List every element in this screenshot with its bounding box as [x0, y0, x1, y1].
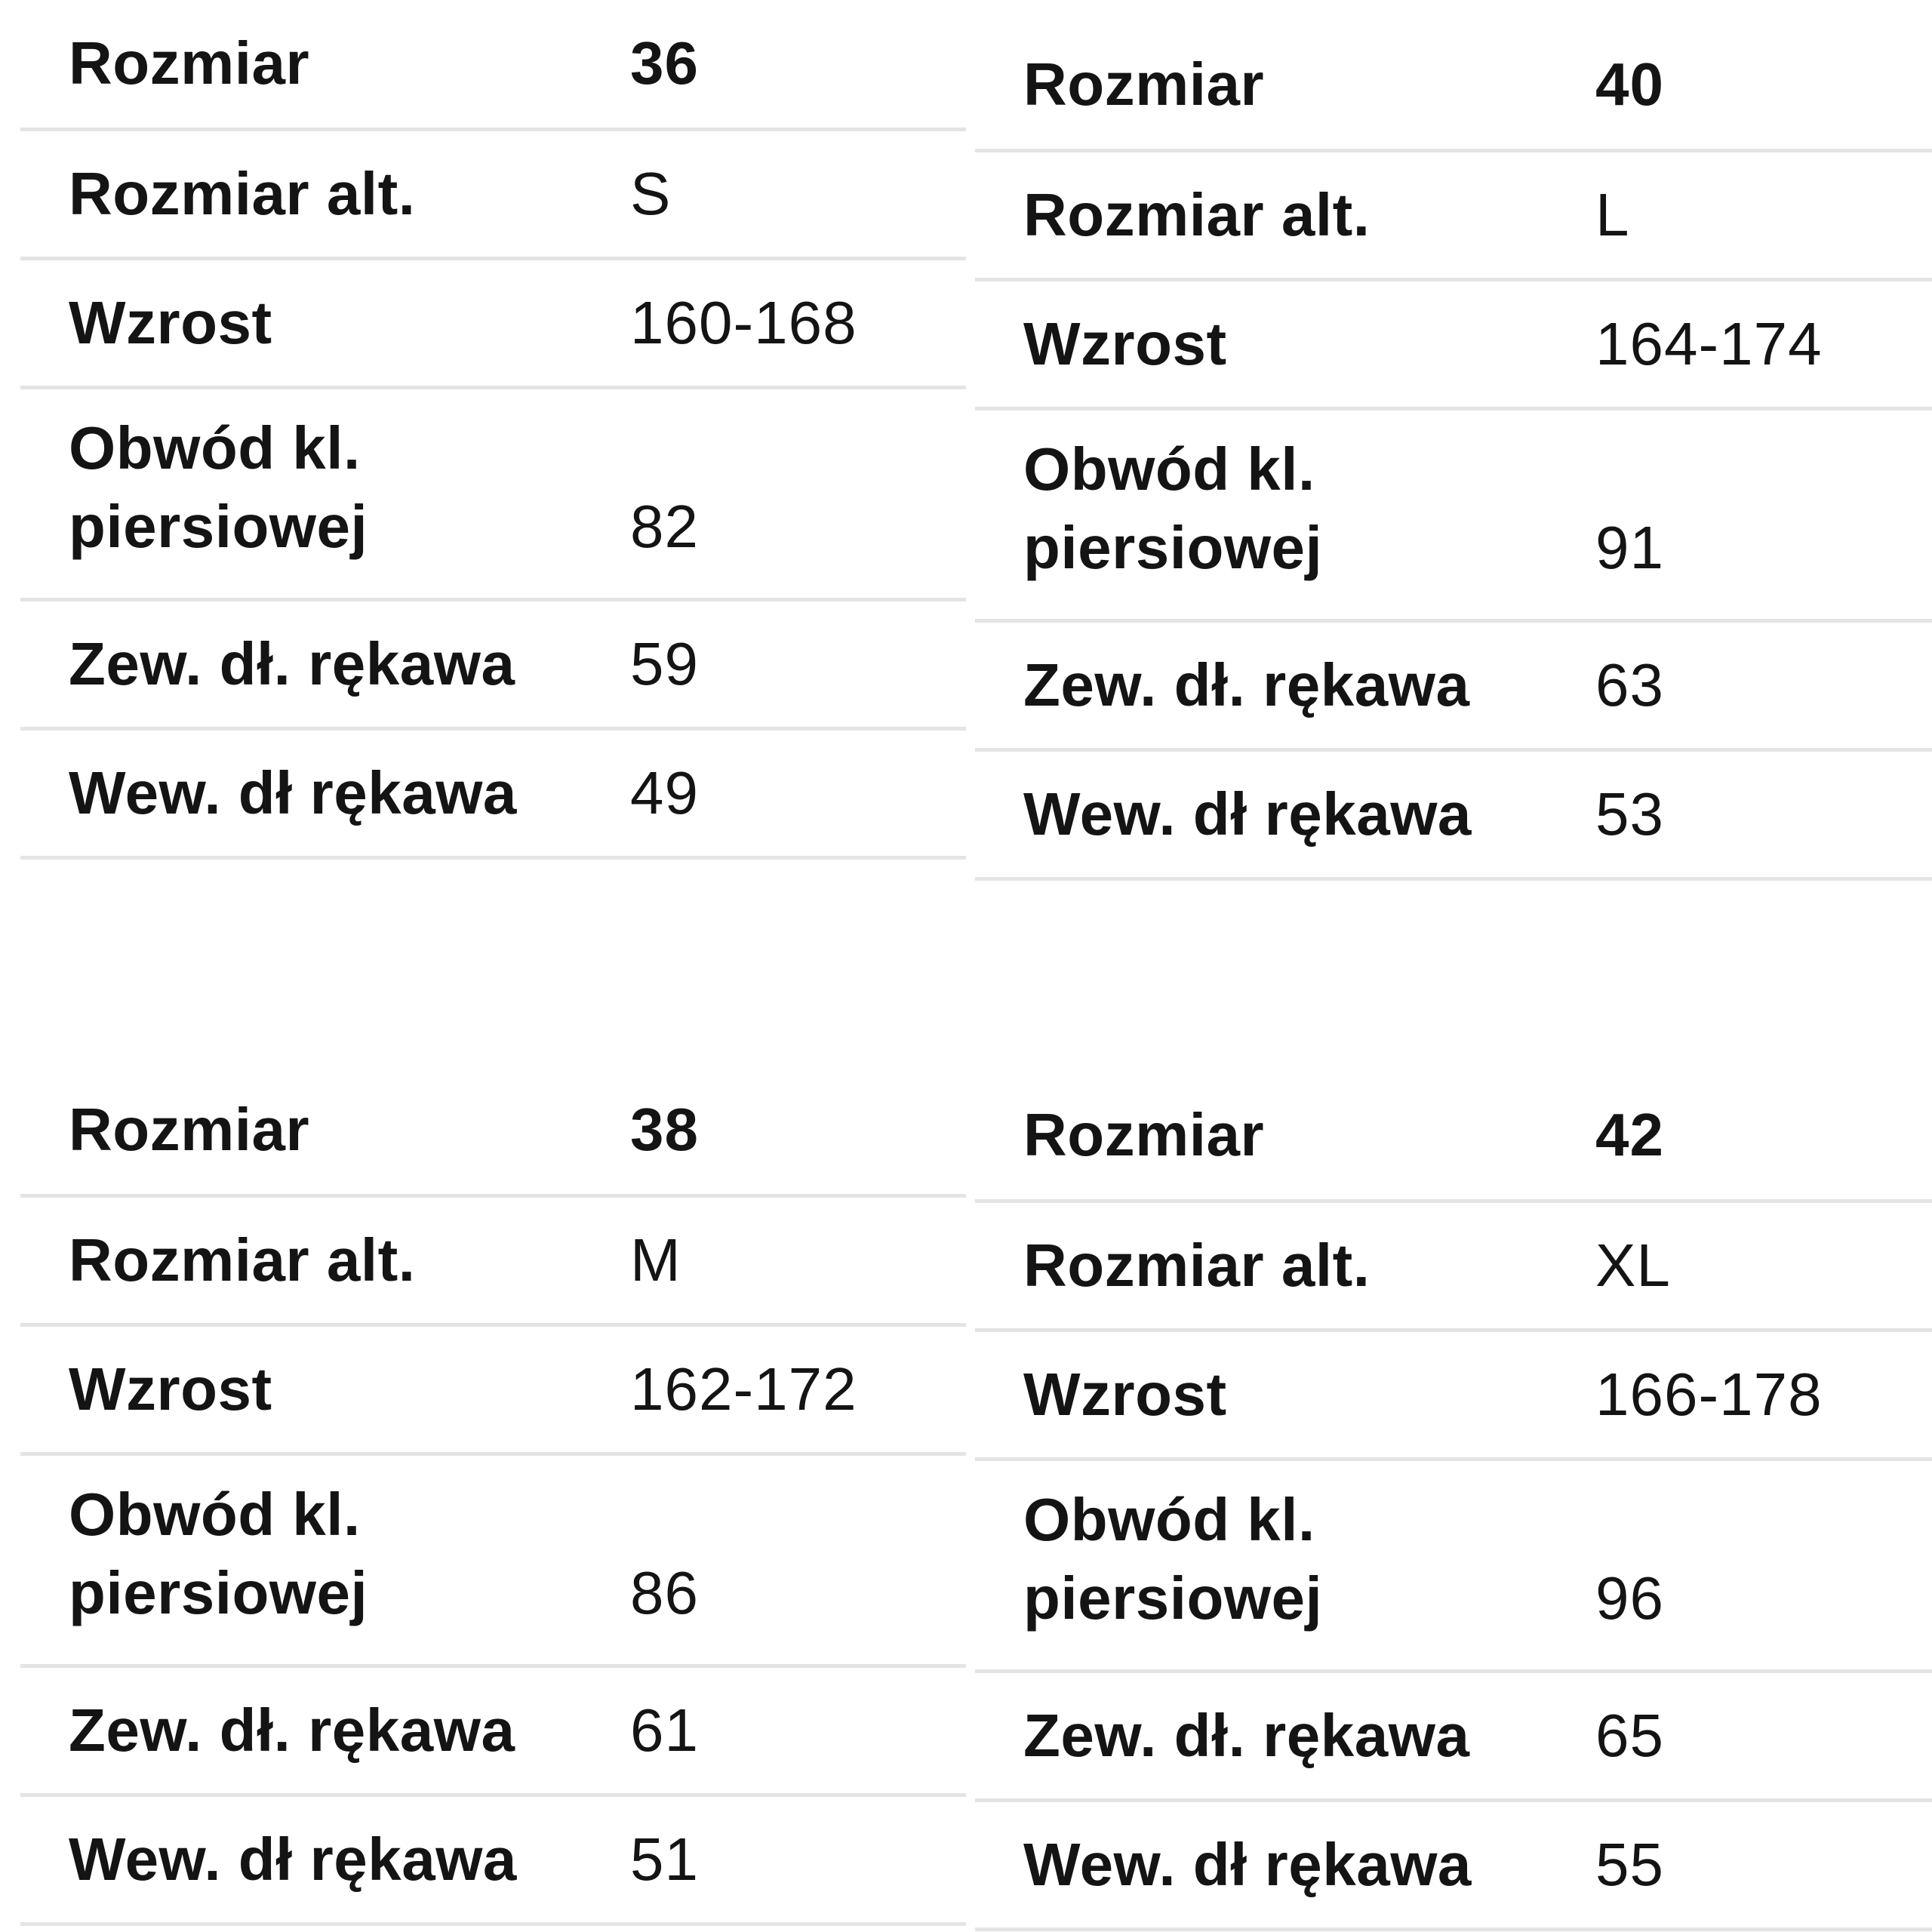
label-height: Wzrost: [975, 1330, 1595, 1459]
label-size: Rozmiar: [20, 1066, 630, 1195]
label-size: Rozmiar: [975, 21, 1595, 150]
table-row-height: [975, 279, 1932, 408]
label-chest: [975, 408, 1595, 620]
label-sleeve-inner: Wew. dł rękawa: [975, 749, 1595, 878]
label-chest: [975, 1459, 1595, 1671]
table-row-size: [20, 1066, 966, 1195]
value-sleeve-inner: 49: [630, 728, 966, 857]
value-size-alt: M: [630, 1195, 966, 1324]
value-size: 40: [1595, 21, 1932, 150]
value-height: 164-174: [1595, 279, 1932, 408]
size-table-38: [20, 1066, 966, 1926]
table-row-sleeve-outer: [20, 1666, 966, 1795]
label-chest-line2: piersiowej: [1023, 513, 1323, 581]
value-sleeve-outer: 59: [630, 599, 966, 728]
label-sleeve-inner: Wew. dł rękawa: [975, 1800, 1595, 1929]
table-row-chest: [975, 408, 1932, 620]
table-row-sleeve-outer: [975, 1671, 1932, 1800]
label-sleeve-outer: Zew. dł. rękawa: [20, 1666, 630, 1795]
value-sleeve-outer: 63: [1595, 620, 1932, 749]
value-sleeve-outer: 61: [630, 1666, 966, 1795]
table-row-chest: [20, 387, 966, 599]
value-sleeve-inner: 55: [1595, 1800, 1932, 1929]
label-sleeve-inner: Wew. dł rękawa: [20, 1795, 630, 1924]
table-row-chest: [975, 1459, 1932, 1671]
label-chest-line2: piersiowej: [69, 492, 368, 560]
table-row-size: [975, 1072, 1932, 1201]
table-row-height: [20, 258, 966, 387]
value-size-alt: S: [630, 129, 966, 258]
label-chest-line2: piersiowej: [69, 1558, 368, 1626]
size-table-36: [20, 0, 966, 860]
table-row-size: [975, 21, 1932, 150]
label-sleeve-inner: Wew. dł rękawa: [20, 728, 630, 857]
label-height: Wzrost: [20, 1324, 630, 1454]
value-sleeve-inner: 53: [1595, 749, 1932, 878]
size-table-42: [975, 1072, 1932, 1931]
value-height: 166-178: [1595, 1330, 1932, 1459]
table-row-height: [20, 1324, 966, 1454]
table-row-sleeve-inner: [975, 1800, 1932, 1929]
value-size: 36: [630, 0, 966, 129]
table-row-size-alt: [975, 1201, 1932, 1330]
label-chest-line1: Obwód kl.: [69, 1480, 361, 1548]
label-chest-line2: piersiowej: [1023, 1564, 1323, 1632]
label-height: Wzrost: [975, 279, 1595, 408]
label-size-alt: Rozmiar alt.: [20, 1195, 630, 1324]
label-size-alt: Rozmiar alt.: [975, 150, 1595, 279]
value-height: 162-172: [630, 1324, 966, 1454]
label-chest-line1: Obwód kl.: [1023, 435, 1315, 503]
value-chest: 91: [1595, 408, 1932, 620]
table-row-sleeve-inner: [975, 749, 1932, 878]
table-row-size-alt: [975, 150, 1932, 279]
label-sleeve-outer: Zew. dł. rękawa: [975, 1671, 1595, 1800]
value-sleeve-inner: 51: [630, 1795, 966, 1924]
label-chest-line1: Obwód kl.: [1023, 1485, 1315, 1553]
table-row-height: [975, 1330, 1932, 1459]
table-row-sleeve-inner: [20, 728, 966, 857]
label-sleeve-outer: Zew. dł. rękawa: [975, 620, 1595, 749]
value-sleeve-outer: 65: [1595, 1671, 1932, 1800]
table-row-size-alt: [20, 129, 966, 258]
label-height: Wzrost: [20, 258, 630, 387]
value-chest: 96: [1595, 1459, 1932, 1671]
size-table-40: [975, 21, 1932, 881]
table-row-size-alt: [20, 1195, 966, 1324]
table-row-sleeve-inner: [20, 1795, 966, 1924]
value-chest: 82: [630, 387, 966, 599]
value-chest: 86: [630, 1454, 966, 1666]
label-size-alt: Rozmiar alt.: [975, 1201, 1595, 1330]
value-size: 38: [630, 1066, 966, 1195]
value-size: 42: [1595, 1072, 1932, 1201]
label-size: Rozmiar: [975, 1072, 1595, 1201]
label-chest: [20, 1454, 630, 1666]
value-size-alt: XL: [1595, 1201, 1932, 1330]
label-size-alt: Rozmiar alt.: [20, 129, 630, 258]
label-size: Rozmiar: [20, 0, 630, 129]
table-row-sleeve-outer: [20, 599, 966, 728]
value-size-alt: L: [1595, 150, 1932, 279]
label-chest-line1: Obwód kl.: [69, 414, 361, 481]
value-height: 160-168: [630, 258, 966, 387]
table-row-chest: [20, 1454, 966, 1666]
label-chest: [20, 387, 630, 599]
table-row-size: [20, 0, 966, 129]
table-row-sleeve-outer: [975, 620, 1932, 749]
label-sleeve-outer: Zew. dł. rękawa: [20, 599, 630, 728]
